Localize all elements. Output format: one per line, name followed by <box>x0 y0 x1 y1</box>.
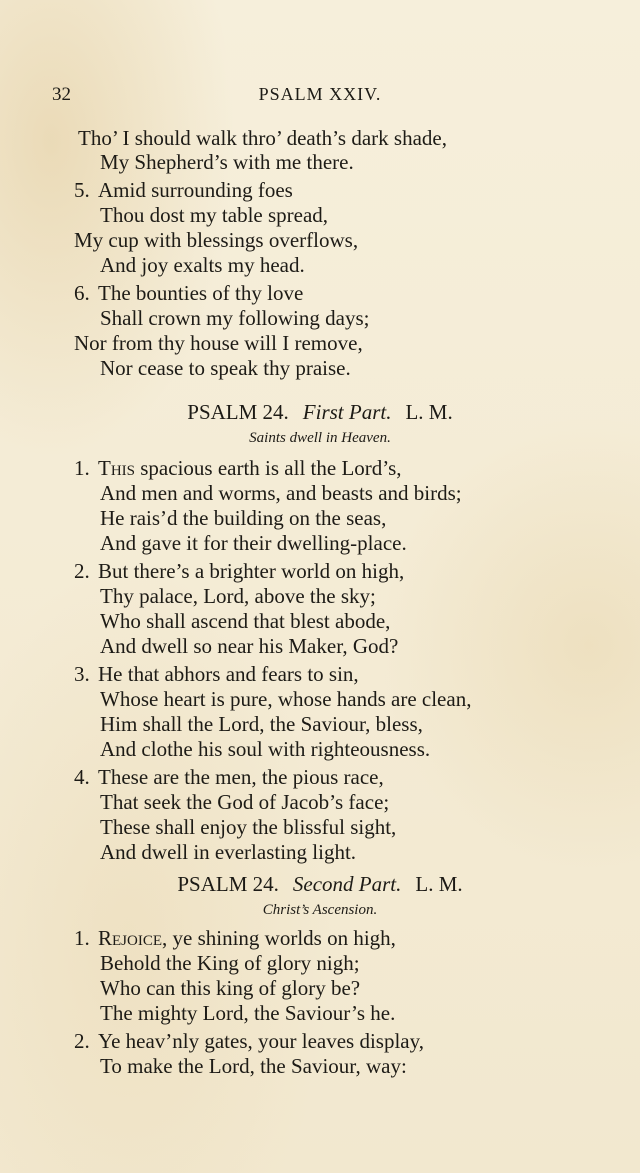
part-label: First Part. <box>302 400 392 424</box>
meter-label: L. M. <box>415 872 463 896</box>
verse-line: And dwell so near his Maker, God? <box>100 634 399 658</box>
verse-line: 1. This spacious earth is all the Lord’s, <box>74 456 402 480</box>
verse-line: Behold the King of glory nigh; <box>100 951 360 975</box>
verse-line: 6. The bounties of thy love <box>74 281 304 305</box>
verse-line: My cup with blessings overflows, <box>74 228 359 252</box>
running-head: PSALM XXIV. <box>258 84 382 104</box>
verse-number: 4. <box>74 765 90 789</box>
psalm-subtitle: Christ’s Ascension. <box>262 902 378 918</box>
verse-line: Thou dost my table spread, <box>100 203 329 227</box>
verse-line: Nor cease to speak thy praise. <box>100 356 351 380</box>
verse-line: To make the Lord, the Saviour, way: <box>100 1054 407 1078</box>
verse-number: 1. <box>74 926 90 950</box>
verse-line: Tho’ I should walk thro’ death’s dark shade, <box>78 126 447 150</box>
verse-line: And clothe his soul with righteousness. <box>100 737 431 761</box>
verse-line: Whose heart is pure, whose hands are clean, <box>100 687 472 711</box>
psalm-heading: PSALM 24. Second Part. L. M. <box>177 872 463 896</box>
verse-line: The mighty Lord, the Saviour’s he. <box>100 1001 396 1025</box>
verse-number: 6. <box>74 281 90 305</box>
psalm-subtitle: Saints dwell in Heaven. <box>249 430 391 446</box>
verse-line: That seek the God of Jacob’s face; <box>100 790 390 814</box>
part-label: Second Part. <box>292 872 402 896</box>
verse-line: And gave it for their dwelling-place. <box>100 531 407 555</box>
verse-line: And men and worms, and beasts and birds; <box>100 481 462 505</box>
page-number: 32 <box>52 84 71 105</box>
verse-line: These shall enjoy the blissful sight, <box>100 815 397 839</box>
verse-line: 1. Rejoice, ye shining worlds on high, <box>74 926 396 950</box>
verse-line: He rais’d the building on the seas, <box>100 506 387 530</box>
verse-line: Thy palace, Lord, above the sky; <box>100 584 376 608</box>
verse-number: 1. <box>74 456 90 480</box>
verse-line: 2. But there’s a brighter world on high, <box>74 559 405 583</box>
verse-line: 3. He that abhors and fears to sin, <box>74 662 359 686</box>
verse-line: And dwell in everlasting light. <box>100 840 357 864</box>
verse-line: My Shepherd’s with me there. <box>100 150 354 174</box>
verse-line: 5. Amid surrounding foes <box>74 178 293 202</box>
verse-number: 2. <box>74 1029 90 1053</box>
verse-line: 4. These are the men, the pious race, <box>74 765 384 789</box>
verse-line: 2. Ye heav’nly gates, your leaves display, <box>74 1029 425 1053</box>
page-header <box>52 84 588 108</box>
verse-line: Shall crown my following days; <box>100 306 370 330</box>
psalm-heading: PSALM 24. First Part. L. M. <box>187 400 453 424</box>
verse-number: 3. <box>74 662 90 686</box>
verse-line: And joy exalts my head. <box>100 253 305 277</box>
verse-line: Who can this king of glory be? <box>100 976 361 1000</box>
verse-line: Who shall ascend that blest abode, <box>100 609 391 633</box>
verse-number: 2. <box>74 559 90 583</box>
verse-number: 5. <box>74 178 90 202</box>
verse-line: Him shall the Lord, the Saviour, bless, <box>100 712 423 736</box>
meter-label: L. M. <box>405 400 453 424</box>
verse-line: Nor from thy house will I remove, <box>74 331 363 355</box>
